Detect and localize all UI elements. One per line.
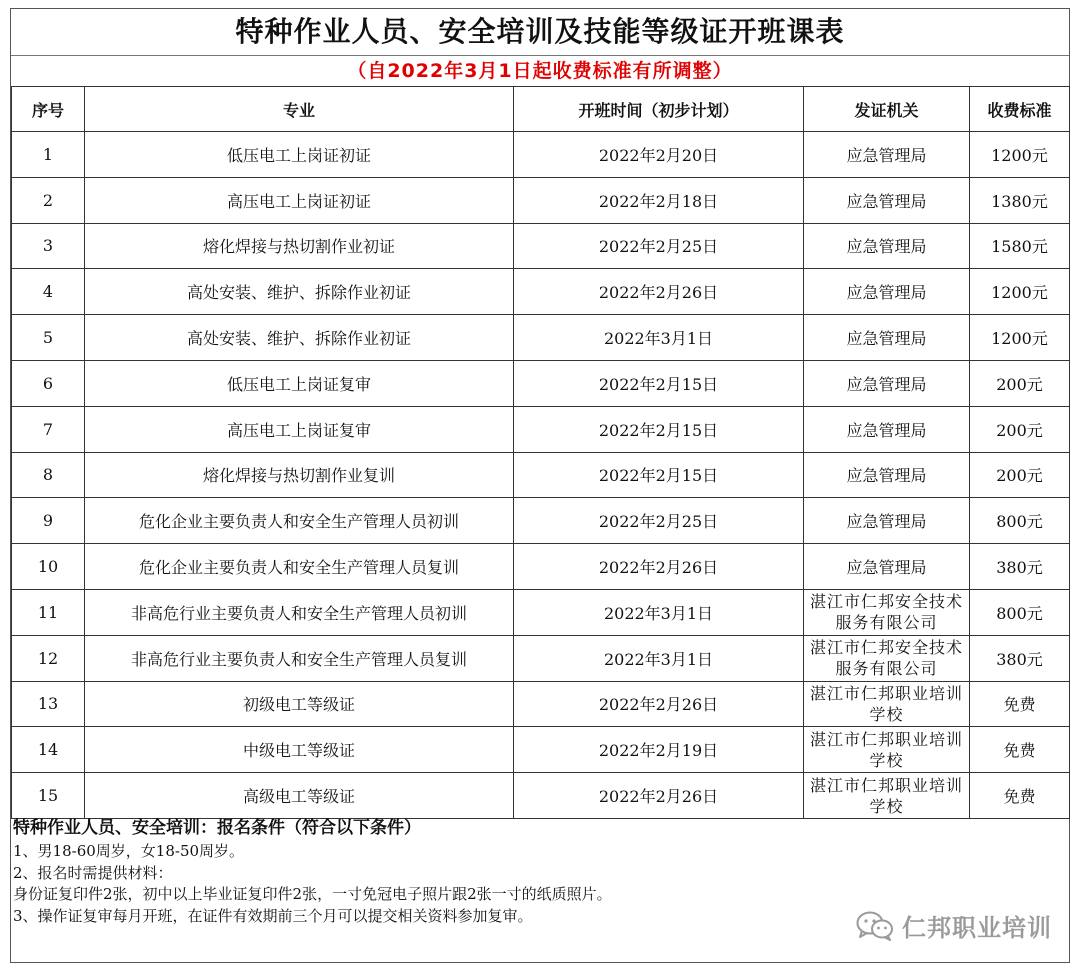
cell-fee: 免费 xyxy=(970,681,1070,727)
cell-date: 2022年3月1日 xyxy=(514,315,804,361)
table-row xyxy=(12,589,1070,635)
cell-org: 应急管理局 xyxy=(804,132,970,178)
cell-no: 12 xyxy=(12,635,85,681)
cell-major: 低压电工上岗证复审 xyxy=(85,360,514,406)
cell-major: 危化企业主要负责人和安全生产管理人员复训 xyxy=(85,544,514,590)
cell-major: 高处安装、维护、拆除作业初证 xyxy=(85,315,514,361)
cell-no: 4 xyxy=(12,269,85,315)
table-row xyxy=(12,315,1070,361)
cell-date: 2022年2月18日 xyxy=(514,177,804,223)
table-row xyxy=(12,773,1070,819)
cell-org: 湛江市仁邦职业培训学校 xyxy=(804,773,970,819)
column-header-org: 发证机关 xyxy=(804,87,970,132)
schedule-sheet xyxy=(10,8,1070,963)
page-title: 特种作业人员、安全培训及技能等级证开班课表 xyxy=(11,9,1069,56)
cell-no: 13 xyxy=(12,681,85,727)
cell-org: 湛江市仁邦职业培训学校 xyxy=(804,727,970,773)
cell-fee: 1200元 xyxy=(970,269,1070,315)
cell-date: 2022年2月26日 xyxy=(514,269,804,315)
cell-fee: 800元 xyxy=(970,498,1070,544)
cell-no: 1 xyxy=(12,132,85,178)
cell-fee: 380元 xyxy=(970,544,1070,590)
cell-no: 5 xyxy=(12,315,85,361)
table-row xyxy=(12,177,1070,223)
cell-major: 中级电工等级证 xyxy=(85,727,514,773)
cell-no: 10 xyxy=(12,544,85,590)
cell-no: 3 xyxy=(12,223,85,269)
cell-date: 2022年2月15日 xyxy=(514,452,804,498)
cell-major: 非高危行业主要负责人和安全生产管理人员复训 xyxy=(85,635,514,681)
column-header-fee: 收费标准 xyxy=(970,87,1070,132)
table-row xyxy=(12,727,1070,773)
cell-org: 应急管理局 xyxy=(804,315,970,361)
table-row xyxy=(12,498,1070,544)
cell-no: 14 xyxy=(12,727,85,773)
table-row xyxy=(12,452,1070,498)
cell-major: 熔化焊接与热切割作业复训 xyxy=(85,452,514,498)
notes-line: 1、男18-60周岁，女18-50周岁。 xyxy=(13,842,245,860)
table-row xyxy=(12,269,1070,315)
fee-adjustment-notice: （自2022年3月1日起收费标准有所调整） xyxy=(11,56,1069,87)
table-row xyxy=(12,223,1070,269)
cell-fee: 380元 xyxy=(970,635,1070,681)
cell-no: 8 xyxy=(12,452,85,498)
cell-no: 7 xyxy=(12,406,85,452)
cell-org: 应急管理局 xyxy=(804,544,970,590)
notes-line: 3、操作证复审每月开班，在证件有效期前三个月可以提交相关资料参加复审。 xyxy=(13,906,533,925)
cell-date: 2022年2月25日 xyxy=(514,223,804,269)
cell-date: 2022年2月19日 xyxy=(514,727,804,773)
cell-major: 低压电工上岗证初证 xyxy=(85,132,514,178)
cell-date: 2022年3月1日 xyxy=(514,635,804,681)
cell-major: 非高危行业主要负责人和安全生产管理人员初训 xyxy=(85,589,514,635)
cell-fee: 200元 xyxy=(970,360,1070,406)
table-header-row xyxy=(12,87,1070,132)
cell-date: 2022年2月26日 xyxy=(514,544,804,590)
cell-date: 2022年2月26日 xyxy=(514,681,804,727)
column-header-major: 专业 xyxy=(85,87,514,132)
cell-major: 初级电工等级证 xyxy=(85,681,514,727)
table-row xyxy=(12,132,1070,178)
notes-line: 2、报名时需提供材料： xyxy=(13,863,173,882)
cell-org: 应急管理局 xyxy=(804,360,970,406)
cell-major: 高压电工上岗证初证 xyxy=(85,177,514,223)
watermark xyxy=(856,908,1052,943)
cell-org: 应急管理局 xyxy=(804,406,970,452)
cell-org: 湛江市仁邦职业培训学校 xyxy=(804,681,970,727)
cell-fee: 200元 xyxy=(970,452,1070,498)
notes-line: 身份证复印件2张，初中以上毕业证复印件2张，一寸免冠电子照片跟2张一寸的纸质照片。 xyxy=(13,885,612,903)
cell-fee: 800元 xyxy=(970,589,1070,635)
cell-major: 危化企业主要负责人和安全生产管理人员初训 xyxy=(85,498,514,544)
table-row xyxy=(12,406,1070,452)
cell-date: 2022年2月26日 xyxy=(514,773,804,819)
cell-org: 应急管理局 xyxy=(804,269,970,315)
cell-date: 2022年2月15日 xyxy=(514,360,804,406)
column-header-no: 序号 xyxy=(12,87,85,132)
cell-org: 湛江市仁邦安全技术服务有限公司 xyxy=(804,635,970,681)
cell-no: 6 xyxy=(12,360,85,406)
cell-date: 2022年2月25日 xyxy=(514,498,804,544)
cell-fee: 1200元 xyxy=(970,315,1070,361)
cell-no: 11 xyxy=(12,589,85,635)
cell-org: 应急管理局 xyxy=(804,452,970,498)
course-schedule-table xyxy=(11,86,1070,819)
cell-date: 2022年2月20日 xyxy=(514,132,804,178)
cell-fee: 免费 xyxy=(970,727,1070,773)
cell-no: 9 xyxy=(12,498,85,544)
cell-fee: 200元 xyxy=(970,406,1070,452)
cell-fee: 免费 xyxy=(970,773,1070,819)
cell-org: 湛江市仁邦安全技术服务有限公司 xyxy=(804,589,970,635)
cell-major: 高处安装、维护、拆除作业初证 xyxy=(85,269,514,315)
column-header-date: 开班时间（初步计划） xyxy=(514,87,804,132)
cell-date: 2022年2月15日 xyxy=(514,406,804,452)
cell-major: 熔化焊接与热切割作业初证 xyxy=(85,223,514,269)
watermark-text: 仁邦职业培训 xyxy=(902,914,1052,942)
cell-major: 高级电工等级证 xyxy=(85,773,514,819)
cell-org: 应急管理局 xyxy=(804,177,970,223)
notes-heading: 特种作业人员、安全培训：报名条件（符合以下条件） xyxy=(13,818,421,838)
table-row xyxy=(12,544,1070,590)
cell-fee: 1580元 xyxy=(970,223,1070,269)
cell-major: 高压电工上岗证复审 xyxy=(85,406,514,452)
cell-org: 应急管理局 xyxy=(804,498,970,544)
table-row xyxy=(12,635,1070,681)
cell-fee: 1380元 xyxy=(970,177,1070,223)
cell-no: 15 xyxy=(12,773,85,819)
table-row xyxy=(12,681,1070,727)
wechat-icon xyxy=(856,910,894,942)
cell-date: 2022年3月1日 xyxy=(514,589,804,635)
table-row xyxy=(12,360,1070,406)
cell-no: 2 xyxy=(12,177,85,223)
cell-fee: 1200元 xyxy=(970,132,1070,178)
cell-org: 应急管理局 xyxy=(804,223,970,269)
